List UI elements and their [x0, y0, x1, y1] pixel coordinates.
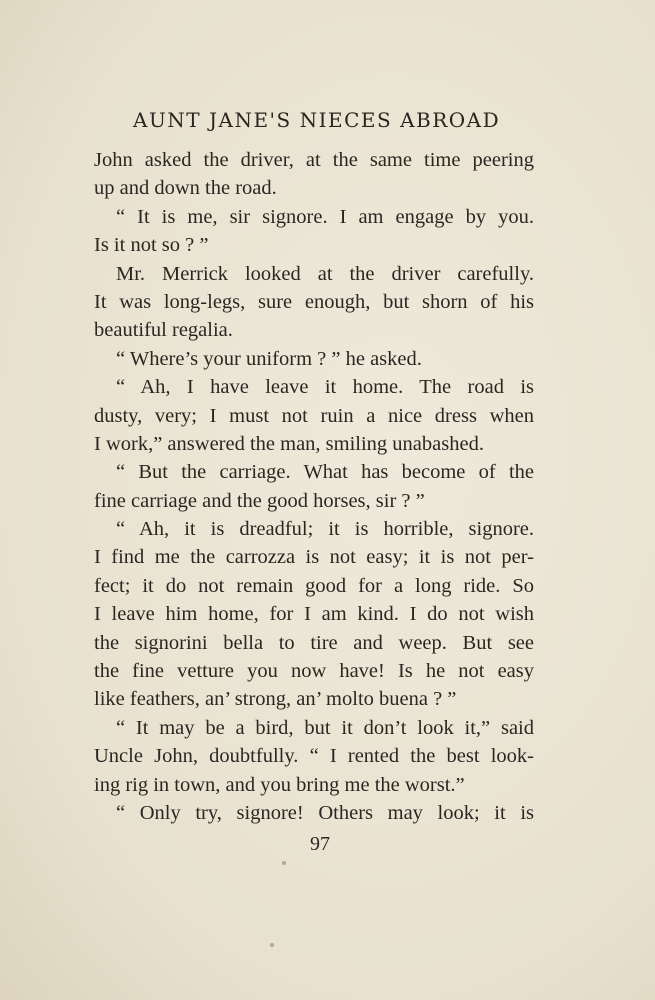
running-head: AUNT JANE'S NIECES ABROAD: [133, 108, 501, 132]
text-line: like feathers, an’ strong, an’ molto buena ? ”: [94, 688, 457, 711]
text-line: I find me the carrozza is not easy; it is not per-: [94, 546, 534, 569]
text-line: I leave him home, for I am kind. I do not wish: [94, 603, 534, 626]
text-line: fect; it do not remain good for a long ride. So: [94, 574, 534, 597]
text-line: the fine vetture you now have! Is he not easy: [94, 660, 534, 683]
text-line: I work,” answered the man, smiling unabashed.: [94, 432, 484, 455]
paper-speck: [270, 943, 274, 947]
text-line: Mr. Merrick looked at the driver carefully.: [116, 262, 534, 285]
text-line: the signorini bella to tire and weep. But see: [94, 631, 534, 654]
text-line: beautiful regalia.: [94, 319, 233, 342]
text-line: up and down the road.: [94, 177, 277, 200]
text-line: Uncle John, doubtfully. “ I rented the best look-: [94, 745, 534, 768]
text-line: “ Only try, signore! Others may look; it is: [116, 801, 534, 824]
text-line: “ Ah, it is dreadful; it is horrible, signore.: [116, 518, 534, 541]
text-line: “ It may be a bird, but it don’t look it,” said: [116, 716, 534, 739]
text-line: Is it not so ? ”: [94, 234, 209, 257]
text-line: John asked the driver, at the same time peering: [94, 149, 534, 171]
text-line: fine carriage and the good horses, sir ? ”: [94, 489, 425, 512]
text-line: It was long-legs, sure enough, but shorn of his: [94, 290, 534, 313]
text-line: “ But the carriage. What has become of the: [116, 461, 534, 484]
text-line: “ It is me, sir signore. I am engage by you.: [116, 205, 534, 228]
text-line: “ Where’s your uniform ? ” he asked.: [116, 347, 422, 370]
text-line: dusty, very; I must not ruin a nice dress when: [94, 404, 534, 427]
page-number: 97: [310, 833, 330, 855]
body-text: [94, 146, 534, 827]
paper-speck: [282, 861, 286, 865]
text-line: ing rig in town, and you bring me the worst.”: [94, 773, 465, 796]
text-line: “ Ah, I have leave it home. The road is: [116, 376, 534, 399]
